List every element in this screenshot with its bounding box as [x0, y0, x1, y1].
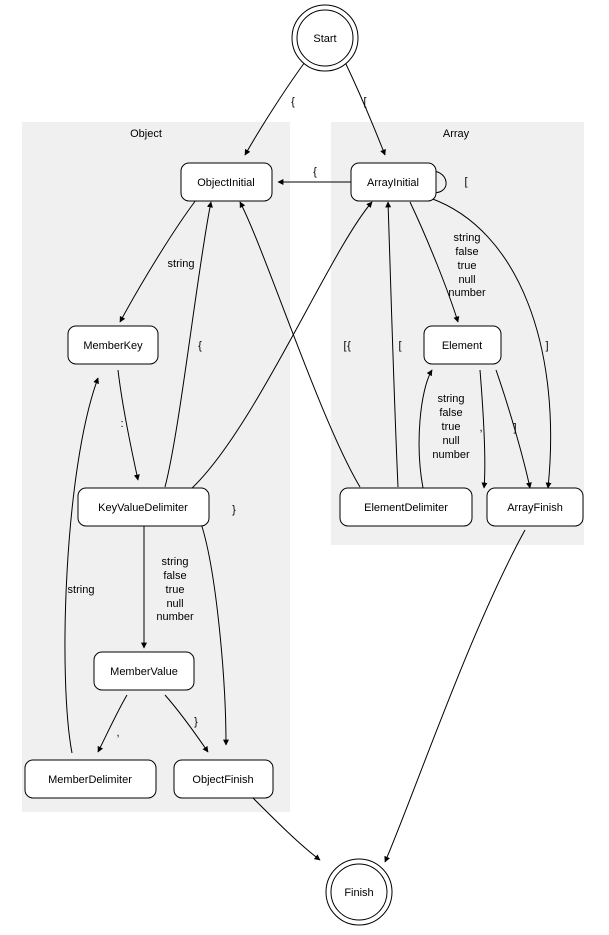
edge-label-object-memberkey: string	[167, 257, 195, 270]
edge-label-ai-values-1: false	[455, 245, 479, 258]
node-start-label: Start	[313, 32, 337, 45]
edge-label-ed-values-0: string	[437, 392, 465, 405]
node-element-label: Element	[441, 339, 483, 352]
edge-label-kvd-values-4: number	[156, 610, 194, 623]
edge-label-array-to-object: {	[313, 165, 317, 178]
edge-label-kvd-values-2: true	[165, 583, 185, 596]
edge-label-arrayinitial-arrayfinish: ]	[545, 339, 549, 352]
edge-label-start-object: {	[291, 95, 295, 108]
edge-label-kvd-array: [	[343, 339, 347, 352]
edge-label-memberkey-kvd: :	[120, 417, 124, 430]
cluster-array-label: Array	[442, 127, 470, 140]
edge-label-membervalue-objectfinish: }	[194, 715, 198, 728]
node-start[interactable]	[292, 5, 358, 71]
edge-label-arrayinitial-array: [	[398, 339, 402, 352]
node-finish-label: Finish	[344, 886, 374, 899]
edge-arrayfinish-finish	[385, 530, 525, 862]
edge-label-kvd-values-1: false	[163, 569, 187, 582]
node-membervalue[interactable]	[94, 652, 194, 690]
edge-label-kvd-object: {	[198, 339, 202, 352]
edge-label-ed-values-1: false	[439, 406, 463, 419]
node-arrayfinish[interactable]	[487, 488, 583, 526]
edge-label-ai-values-4: number	[448, 286, 486, 299]
node-objectinitial-label: ObjectInitial	[197, 176, 255, 189]
node-arrayinitial-label: ArrayInitial	[367, 176, 419, 189]
node-memberkey[interactable]	[68, 326, 158, 364]
edge-label-element-arrayfinish: ]	[513, 421, 517, 434]
edge-label-kvd-values-0: string	[161, 555, 189, 568]
node-elementdelimiter[interactable]	[340, 488, 472, 526]
edge-label-element-elementdelimiter: ,	[479, 421, 483, 434]
edge-label-ed-values-3: null	[442, 434, 460, 447]
edge-label-array-self: [	[464, 175, 468, 188]
edge-label-kvd-values-3: null	[166, 597, 184, 610]
edge-label-ai-values-2: true	[457, 259, 477, 272]
edge-label-membervalue-memberdelimiter: ,	[116, 726, 120, 739]
edge-label-ed-values-4: number	[432, 448, 470, 461]
edge-label-arrayinitial-object: {	[347, 339, 351, 352]
node-memberdelimiter[interactable]	[25, 760, 156, 798]
node-objectinitial[interactable]	[181, 163, 272, 201]
node-element[interactable]	[424, 326, 501, 364]
edge-label-kvd-objectfinish: }	[232, 503, 236, 516]
edge-label-ed-values-2: true	[441, 420, 461, 433]
node-elementdelimiter-label: ElementDelimiter	[364, 501, 448, 514]
node-objectfinish[interactable]	[174, 760, 273, 798]
edge-label-ai-values-0: string	[453, 231, 481, 244]
node-keyvaluedelimiter-label: KeyValueDelimiter	[98, 501, 188, 514]
edge-label-memberdelimiter-memberkey: string	[67, 583, 95, 596]
node-arrayinitial[interactable]	[351, 163, 436, 201]
cluster-object	[22, 122, 290, 812]
node-memberkey-label: MemberKey	[83, 339, 143, 352]
node-membervalue-label: MemberValue	[110, 665, 178, 678]
node-finish[interactable]	[326, 859, 392, 925]
node-arrayfinish-label: ArrayFinish	[507, 501, 563, 514]
cluster-object-label: Object	[130, 127, 162, 140]
edge-label-start-array: [	[363, 95, 367, 108]
node-objectfinish-label: ObjectFinish	[192, 773, 254, 786]
edge-label-ai-values-3: null	[458, 273, 476, 286]
node-memberdelimiter-label: MemberDelimiter	[48, 773, 132, 786]
node-keyvaluedelimiter[interactable]	[78, 488, 209, 526]
